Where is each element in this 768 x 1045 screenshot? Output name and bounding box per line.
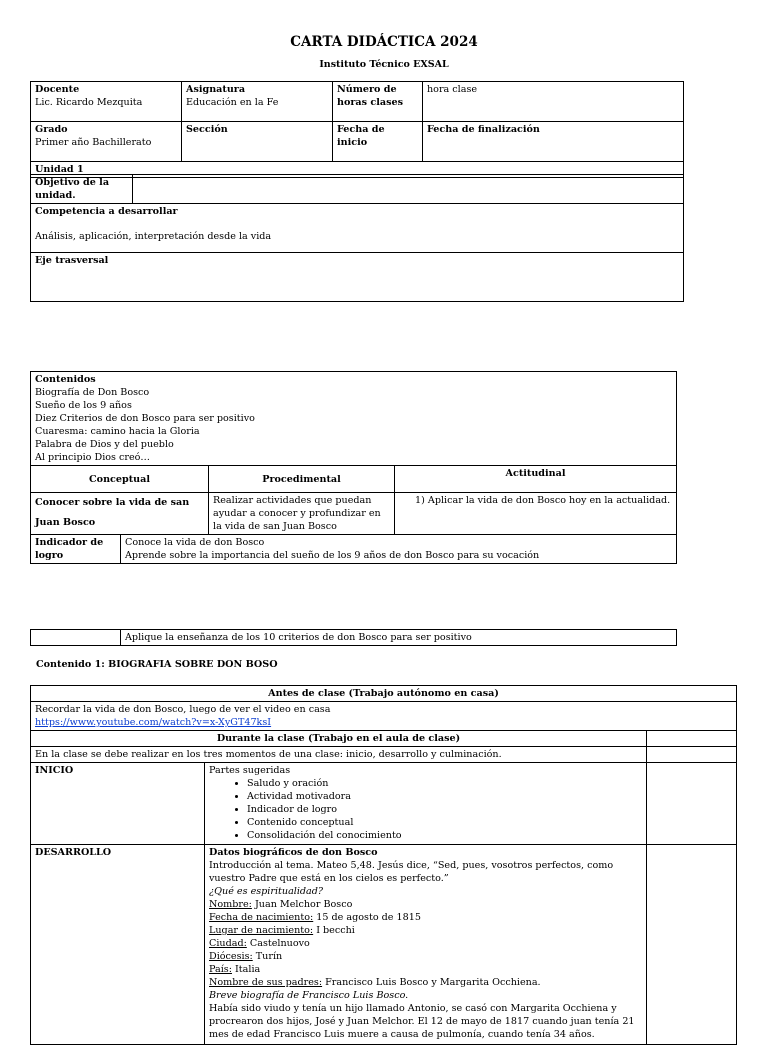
- diocesis-label: Diócesis:: [209, 951, 253, 962]
- objetivo-value-cell: [133, 175, 684, 204]
- inicio-label: INICIO: [31, 763, 205, 845]
- ciudad-row: [209, 937, 642, 950]
- application-table: [30, 629, 677, 646]
- inicio-item: • Saludo y oración: [247, 777, 642, 790]
- pais-value: Italia: [231, 964, 261, 975]
- asignatura-cell: [182, 82, 333, 122]
- indicador-values: [121, 535, 677, 564]
- contenidos-label: Contenidos: [35, 374, 96, 385]
- antes-text: Recordar la vida de don Bosco, luego de ver el video en casa: [35, 704, 331, 715]
- document-title: CARTA DIDÁCTICA 2024: [290, 34, 478, 50]
- objetivo-label: Objetivo de la unidad.: [35, 177, 110, 201]
- fecha-row: [209, 911, 642, 924]
- fecha-fin-cell: [423, 122, 684, 162]
- competencia-cell: [31, 204, 684, 253]
- actitudinal-value: 1) Aplicar la vida de don Bosco hoy en la actualidad.: [395, 493, 677, 535]
- seccion-label: Sección: [186, 124, 228, 135]
- contenidos-item: Diez Criterios de don Bosco para ser positivo: [35, 413, 255, 424]
- durante-empty-cell: [647, 731, 737, 747]
- docente-label: Docente: [35, 84, 80, 95]
- horas-label: Número de horas clases: [337, 84, 403, 108]
- eje-cell: [31, 253, 684, 302]
- diocesis-row: [209, 950, 642, 963]
- inicio-cell: [205, 763, 647, 845]
- contenidos-item: Palabra de Dios y del pueblo: [35, 439, 174, 450]
- contenidos-item: Sueño de los 9 años: [35, 400, 132, 411]
- conceptual-header: Conceptual: [31, 466, 209, 493]
- lugar-value: I becchi: [313, 925, 355, 936]
- eje-label: Eje trasversal: [35, 255, 109, 266]
- docente-cell: [31, 82, 182, 122]
- grado-label: Grado: [35, 124, 68, 135]
- lugar-row: [209, 924, 642, 937]
- application-text: Aplique la enseñanza de los 10 criterios de don Bosco para ser positivo: [121, 630, 677, 646]
- padres-label: Nombre de sus padres:: [209, 977, 323, 988]
- contenidos-item: Biografía de Don Bosco: [35, 387, 150, 398]
- antes-header: Antes de clase (Trabajo autónomo en casa): [31, 686, 737, 702]
- indicador-item: Conoce la vida de don Bosco: [125, 537, 265, 548]
- conceptual-value: Conocer sobre la vida de san Juan Bosco: [31, 493, 209, 535]
- antes-cell: [31, 702, 737, 731]
- pais-row: [209, 963, 642, 976]
- inicio-item: • Contenido conceptual: [247, 816, 642, 829]
- indicador-label: Indicador de logro: [31, 535, 121, 564]
- lugar-label: Lugar de nacimiento:: [209, 925, 314, 936]
- intro-text: Introducción al tema. Mateo 5,48. Jesús dice, “Sed, pues, vosotros perfectos, como vuestro Padre que está en los cielos es perfecto.”: [209, 860, 614, 884]
- inicio-empty-cell: [647, 763, 737, 845]
- grado-cell: [31, 122, 182, 162]
- objective-table: [30, 174, 684, 302]
- inicio-item: • Actividad motivadora: [247, 790, 642, 803]
- lesson-plan-table: [30, 685, 737, 1045]
- question-text: ¿Qué es espiritualidad?: [209, 886, 324, 897]
- durante-text-empty-cell: [647, 747, 737, 763]
- durante-header: Durante la clase (Trabajo en el aula de clase): [31, 731, 647, 747]
- procedimental-value: Realizar actividades que puedan ayudar a conocer y profundizar en la vida de san Juan Bosco: [209, 493, 395, 535]
- pais-label: País:: [209, 964, 232, 975]
- indicador-item: Aprende sobre la importancia del sueño de los 9 años de don Bosco para su vocación: [125, 550, 540, 561]
- datos-title: Datos biográficos de don Bosco: [209, 847, 378, 858]
- horas-value: hora clase: [427, 84, 478, 95]
- diocesis-value: Turín: [252, 951, 283, 962]
- bio-text: Había sido viudo y tenía un hijo llamado Antonio, se casó con Margarita Occhiena y procrearon dos hijos, José y Juan Melchor. El 12 de mayo de 1817 cuando juan tenía 21 mes de edad Francisco Luis muere a causa de pulmonía, cuando tenía 34 años.: [209, 1003, 635, 1040]
- unidad-label: Unidad 1: [35, 164, 84, 175]
- fecha-fin-label: Fecha de finalización: [427, 124, 540, 135]
- inicio-list: [209, 777, 642, 842]
- ciudad-label: Ciudad:: [209, 938, 247, 949]
- inicio-title: Partes sugeridas: [209, 765, 291, 776]
- application-empty-cell: [31, 630, 121, 646]
- actitudinal-header: Actitudinal: [395, 466, 677, 493]
- seccion-cell: [182, 122, 333, 162]
- fecha-label: Fecha de nacimiento:: [209, 912, 314, 923]
- contenidos-item: Cuaresma: camino hacia la Gloria: [35, 426, 200, 437]
- contenido-title: Contenido 1: BIOGRAFIA SOBRE DON BOSO: [36, 659, 278, 670]
- ciudad-value: Castelnuovo: [246, 938, 310, 949]
- padres-row: [209, 976, 642, 989]
- asignatura-label: Asignatura: [186, 84, 246, 95]
- breve-title: Breve biografía de Francisco Luis Bosco.: [209, 990, 409, 1001]
- inicio-item: • Consolidación del conocimiento: [247, 829, 642, 842]
- nombre-value: Juan Melchor Bosco: [251, 899, 353, 910]
- desarrollo-empty-cell: [647, 845, 737, 1045]
- contenidos-item: Al principio Dios creó…: [35, 452, 151, 463]
- fecha-inicio-cell: [333, 122, 423, 162]
- contenidos-cell: [31, 372, 677, 466]
- fecha-inicio-label: Fecha de inicio: [337, 124, 385, 148]
- contents-table: [30, 371, 677, 564]
- general-info-table: [30, 81, 684, 178]
- horas-cell: [333, 82, 423, 122]
- video-link[interactable]: https://www.youtube.com/watch?v=x-XyGT47ksI: [35, 717, 272, 728]
- horas-value-cell: [423, 82, 684, 122]
- grado-value: Primer año Bachillerato: [35, 137, 152, 148]
- procedimental-header: Procedimental: [209, 466, 395, 493]
- inicio-item: • Indicador de logro: [247, 803, 642, 816]
- nombre-label: Nombre:: [209, 899, 252, 910]
- objetivo-cell: [31, 175, 133, 204]
- fecha-value: 15 de agosto de 1815: [313, 912, 421, 923]
- asignatura-value: Educación en la Fe: [186, 97, 279, 108]
- durante-text: En la clase se debe realizar en los tres momentos de una clase: inicio, desarrollo y culminación.: [31, 747, 647, 763]
- desarrollo-label: DESARROLLO: [31, 845, 205, 1045]
- docente-value: Lic. Ricardo Mezquita: [35, 97, 143, 108]
- institute-name: Instituto Técnico EXSAL: [319, 59, 449, 70]
- padres-value: Francisco Luis Bosco y Margarita Occhiena.: [322, 977, 541, 988]
- competencia-label: Competencia a desarrollar: [35, 206, 178, 217]
- desarrollo-cell: [205, 845, 647, 1045]
- competencia-value: Análisis, aplicación, interpretación desde la vida: [35, 231, 272, 242]
- nombre-row: [209, 898, 642, 911]
